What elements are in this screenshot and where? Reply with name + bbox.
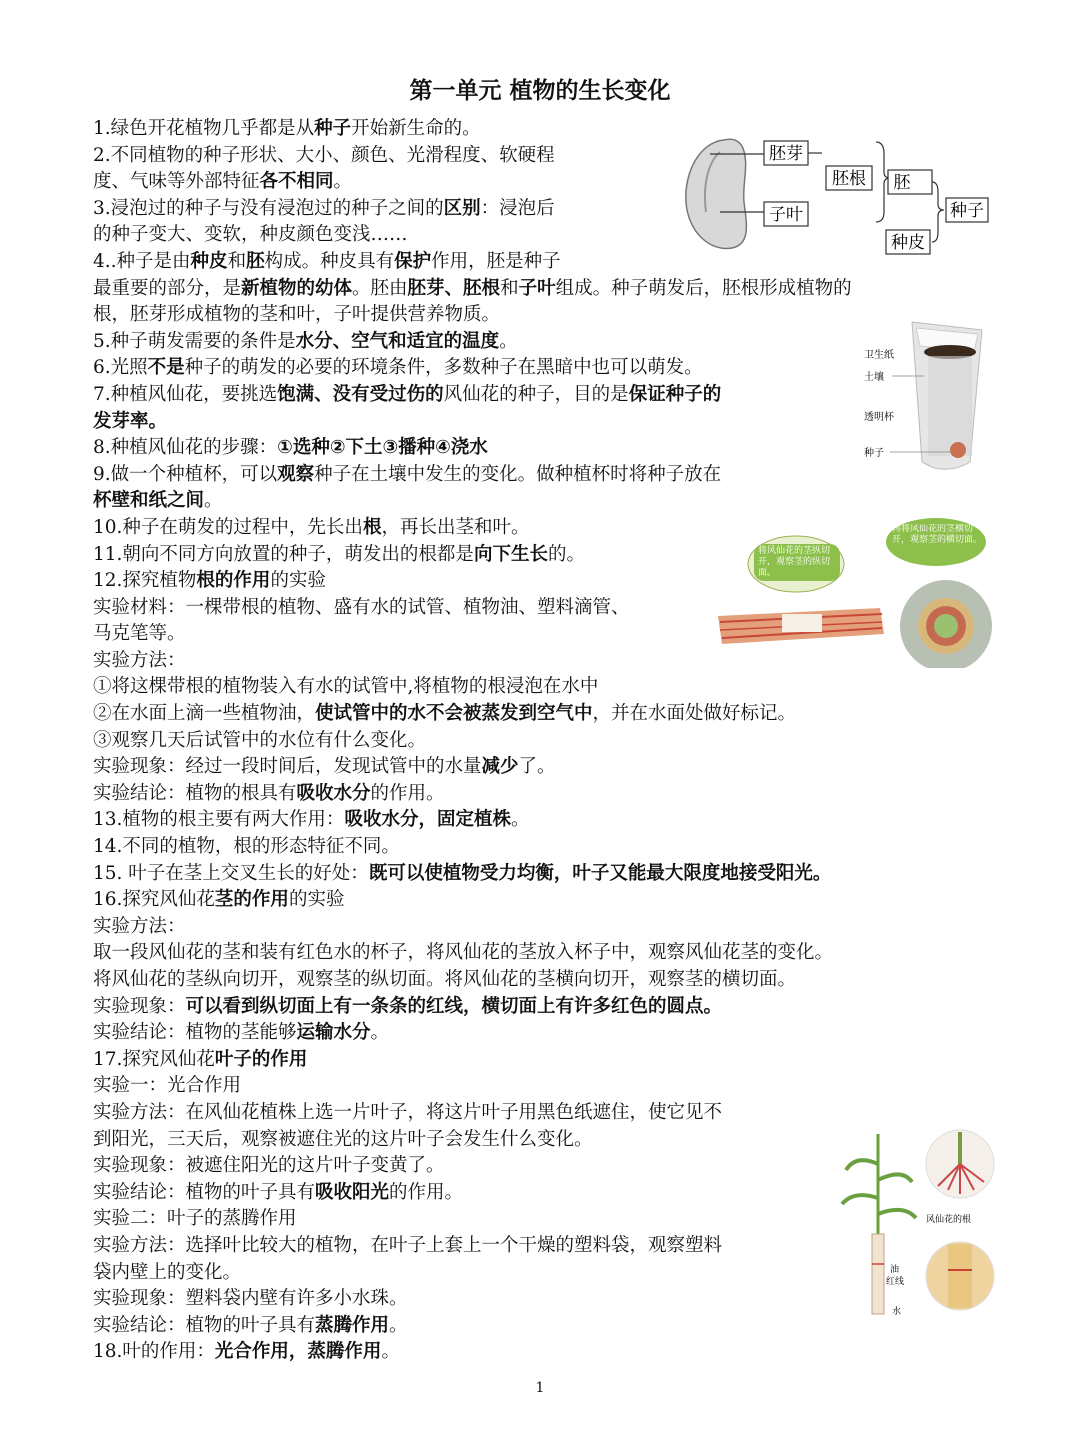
text-span: 的实验 bbox=[270, 570, 326, 592]
text-span: 15. 叶子在茎上交叉生长的好处： bbox=[93, 862, 369, 884]
text-span: 。 bbox=[333, 171, 353, 193]
text-span: 。胚由 bbox=[352, 277, 408, 299]
tube-closeup bbox=[926, 1242, 994, 1310]
bold-text: 发芽率。 bbox=[93, 410, 168, 432]
bold-text: 叶子的作用 bbox=[214, 1048, 308, 1070]
text-line bbox=[93, 781, 998, 808]
bold-text: 种子 bbox=[314, 118, 352, 139]
text-span: 实验结论：植物的叶子具有 bbox=[93, 1181, 316, 1203]
label-water: 水 bbox=[892, 1307, 902, 1317]
bold-text: 可以看到纵切面上有一条条的红线，横切面上有许多红色的圆点。 bbox=[185, 995, 723, 1017]
bold-text: 不是 bbox=[147, 357, 185, 379]
text-span: ③观察几天后试管中的水位有什么变化。 bbox=[93, 729, 427, 751]
planting-cup-figure bbox=[862, 312, 998, 478]
text-span: 的作用。 bbox=[370, 782, 445, 804]
text-span: 实验方法： bbox=[93, 915, 186, 937]
text-span: 最重要的部分，是 bbox=[93, 277, 242, 299]
bold-text: 既可以使植物受力均衡，叶子又能最大限度地接受阳光。 bbox=[368, 862, 832, 884]
text-span: ：浸泡后 bbox=[480, 197, 555, 219]
bold-text: 根的作用 bbox=[196, 570, 271, 592]
text-span: 的作用。 bbox=[389, 1181, 464, 1203]
text-span: 袋内壁上的变化。 bbox=[93, 1261, 242, 1283]
text-span: 1.绿色开花植物几乎都是从 bbox=[93, 118, 315, 139]
text-span: 实验方法：选择叶比较大的植物，在叶子上套上一个干燥的塑料袋，观察塑料 bbox=[93, 1234, 723, 1256]
label-paper: 卫生纸 bbox=[864, 350, 894, 361]
bold-text: 蒸腾作用 bbox=[315, 1314, 390, 1336]
bold-text: 吸收水分，固定植株 bbox=[344, 809, 511, 831]
bold-text: 保护 bbox=[394, 250, 432, 272]
bubble-cross: 再将风仙花的茎横切开，观察茎的横切面。 bbox=[892, 524, 982, 545]
text-span: 组成。种子萌发后，胚根形成植物的 bbox=[555, 277, 852, 299]
label-red-line: 红线 bbox=[886, 1277, 905, 1287]
text-span: 的种子变大、变软，种皮颜色变浅…… bbox=[93, 224, 408, 246]
text-span: 11.朝向不同方向放置的种子，萌发出的根都是 bbox=[93, 543, 474, 565]
text-span: 6.光照 bbox=[93, 357, 148, 379]
bold-text: 种皮 bbox=[190, 250, 228, 272]
text-line bbox=[93, 728, 998, 755]
text-span: 实验结论：植物的茎能够 bbox=[93, 1022, 297, 1044]
text-span: 。 bbox=[204, 490, 223, 512]
text-span: 将风仙花的茎纵向切开，观察茎的纵切面。将风仙花的茎横向切开，观察茎的横切面。 bbox=[93, 969, 797, 990]
text-span: 实验现象： bbox=[93, 995, 186, 1017]
bold-text: 各不相同 bbox=[259, 171, 334, 193]
text-span: 实验现象：被遮住阳光的这片叶子变黄了。 bbox=[93, 1155, 445, 1177]
text-span: 实验结论：植物的叶子具有 bbox=[93, 1314, 316, 1336]
text-span: 。 bbox=[510, 809, 530, 831]
text-span: 13.植物的根主要有两大作用： bbox=[93, 809, 345, 831]
label-cup: 透明杯 bbox=[864, 412, 894, 423]
text-line bbox=[93, 1339, 998, 1366]
bold-text: 子叶 bbox=[518, 277, 556, 299]
text-line bbox=[93, 887, 998, 914]
text-line bbox=[93, 994, 998, 1021]
text-span: 实验结论：植物的根具有 bbox=[93, 782, 297, 804]
text-line bbox=[93, 488, 998, 515]
text-line bbox=[93, 701, 998, 728]
text-span: 和 bbox=[227, 250, 247, 272]
text-line bbox=[93, 861, 998, 888]
text-span: 14.不同的植物，根的形态特征不同。 bbox=[93, 836, 400, 858]
text-span: 5.种子萌发需要的条件是 bbox=[93, 330, 296, 352]
bold-text: 使试管中的水不会被蒸发到空气中 bbox=[315, 703, 593, 725]
bold-text: 饱满、没有受过伤的 bbox=[277, 383, 444, 405]
text-span: 4..种子是由 bbox=[93, 250, 191, 272]
plant-illustration bbox=[842, 1134, 916, 1314]
text-span: 了。 bbox=[518, 756, 556, 778]
text-span: 根，胚芽形成植物的茎和叶，子叶提供营养物质。 bbox=[93, 304, 501, 326]
label-embryo-root: 胚根 bbox=[832, 169, 866, 189]
text-span: 实验现象：经过一段时间后，发现试管中的水量 bbox=[93, 756, 482, 778]
text-span: 8.种植风仙花的步骤： bbox=[93, 437, 278, 459]
text-span: 实验方法： bbox=[93, 649, 186, 671]
root-closeup bbox=[926, 1130, 994, 1198]
text-span: 。 bbox=[389, 1314, 408, 1336]
bold-text: 向下生长 bbox=[473, 543, 548, 565]
stem-cross-section bbox=[900, 580, 992, 668]
label-seed-cup: 种子 bbox=[864, 448, 884, 459]
text-span: 3.浸泡过的种子与没有浸泡过的种子之间的 bbox=[93, 197, 444, 219]
text-span: 取一段风仙花的茎和装有红色水的杯子，将风仙花的茎放入杯子中，观察风仙花茎的变化。 bbox=[93, 942, 834, 964]
text-span: 。 bbox=[499, 330, 518, 352]
bubble-longitudinal: 将风仙花的茎纵切开，观察茎的纵切面。 bbox=[754, 544, 840, 581]
label-embryo: 胚 bbox=[893, 173, 911, 193]
bold-text: 杯壁和纸之间 bbox=[93, 490, 205, 512]
text-line bbox=[93, 967, 998, 994]
text-span: 2.不同植物的种子形状、大小、颜色、光滑程度、软硬程 bbox=[93, 144, 555, 166]
text-span: 种子在土壤中发生的变化。做种植杯时将种子放在 bbox=[314, 463, 722, 485]
text-line bbox=[93, 754, 998, 781]
text-line bbox=[93, 807, 998, 834]
text-span: 实验方法：在风仙花植株上选一片叶子，将这片叶子用黑色纸遮住，使它见不 bbox=[93, 1101, 723, 1123]
text-span: 18.叶的作用： bbox=[93, 1341, 215, 1363]
bold-text: 观察 bbox=[277, 463, 315, 485]
bold-text: 光合作用，蒸腾作用 bbox=[214, 1341, 382, 1363]
bold-text: 根 bbox=[362, 516, 382, 538]
bold-text: 胚芽、胚根 bbox=[407, 277, 501, 299]
text-line bbox=[93, 276, 998, 303]
stem-section-figure bbox=[712, 518, 998, 668]
text-span: 实验现象：塑料袋内壁有许多小水珠。 bbox=[93, 1288, 408, 1310]
text-span: 作用，胚是种子 bbox=[431, 250, 561, 272]
bold-text: 茎的作用 bbox=[214, 889, 289, 911]
text-span: ②在水面上滴一些植物油， bbox=[93, 703, 316, 725]
caption-root: 风仙花的根 bbox=[926, 1215, 972, 1225]
text-span: 度、气味等外部特征 bbox=[93, 171, 260, 193]
label-soil: 土壤 bbox=[864, 372, 884, 383]
label-cotyledon: 子叶 bbox=[769, 205, 803, 225]
text-line bbox=[93, 674, 998, 701]
text-line bbox=[93, 1020, 998, 1047]
bold-text: 吸收阳光 bbox=[315, 1181, 390, 1203]
label-oil: 油 bbox=[890, 1265, 900, 1275]
text-span: 9.做一个种植杯，可以 bbox=[93, 463, 278, 485]
text-line bbox=[93, 914, 998, 941]
text-span: 构成。种皮具有 bbox=[264, 250, 395, 272]
seed-dot bbox=[950, 442, 966, 458]
text-span: 。 bbox=[381, 1341, 400, 1363]
label-seed-coat: 种皮 bbox=[891, 233, 925, 253]
root-experiment-figure bbox=[838, 1124, 998, 1324]
bold-text: 减少 bbox=[481, 756, 519, 778]
text-span: 7.种植风仙花，要挑选 bbox=[93, 383, 278, 405]
bold-text: 新植物的幼体 bbox=[241, 277, 353, 299]
text-span: 实验一：光合作用 bbox=[93, 1075, 242, 1097]
text-span: ①将这棵带根的植物装入有水的试管中,将植物的根浸泡在水中 bbox=[93, 676, 599, 698]
text-line bbox=[93, 1100, 998, 1127]
text-span: 风仙花的种子，目的是 bbox=[443, 383, 629, 405]
text-span: 的实验 bbox=[288, 889, 345, 911]
page-title: 第一单元 植物的生长变化 bbox=[409, 78, 671, 104]
text-span: 实验二：叶子的蒸腾作用 bbox=[93, 1208, 297, 1230]
bold-text: 运输水分 bbox=[296, 1022, 371, 1044]
bold-text: 区别 bbox=[443, 197, 481, 219]
bold-text: 吸收水分 bbox=[296, 782, 371, 804]
text-span: 16.探究风仙花 bbox=[93, 889, 215, 911]
text-line bbox=[93, 1073, 998, 1100]
text-span: 和 bbox=[500, 277, 519, 299]
label-embryo-bud: 胚芽 bbox=[769, 144, 803, 164]
text-span: 开始新生命的。 bbox=[351, 118, 481, 139]
text-span: ，再长出茎和叶。 bbox=[381, 516, 530, 538]
text-span: 到阳光，三天后，观察被遮住光的这片叶子会发生什么变化。 bbox=[93, 1128, 593, 1150]
stem-longitudinal-cut bbox=[718, 608, 884, 644]
text-span: 。 bbox=[370, 1022, 390, 1044]
text-span: 马克笔等。 bbox=[93, 623, 186, 645]
text-span: 的。 bbox=[547, 543, 585, 565]
text-span: 12.探究植物 bbox=[93, 570, 197, 592]
bold-text: ①选种②下土③播种④浇水 bbox=[277, 437, 488, 459]
text-span: ，并在水面处做好标记。 bbox=[592, 703, 797, 725]
bold-text: 水分、空气和适宜的温度 bbox=[295, 330, 500, 352]
text-span: 17.探究风仙花 bbox=[93, 1048, 215, 1070]
bold-text: 保证种子的 bbox=[628, 383, 722, 405]
seed-structure-diagram bbox=[680, 132, 990, 258]
text-span: 10.种子在萌发的过程中，先长出 bbox=[93, 516, 363, 538]
text-line bbox=[93, 940, 998, 967]
label-seed: 种子 bbox=[950, 201, 984, 221]
text-span: 实验材料：一棵带根的植物、盛有水的试管、植物油、塑料滴管、 bbox=[93, 596, 630, 618]
text-line bbox=[93, 834, 998, 861]
page-number: 1 bbox=[535, 1380, 545, 1396]
bold-text: 胚 bbox=[246, 250, 265, 272]
text-line bbox=[93, 1047, 998, 1074]
text-span: 种子的萌发的必要的环境条件，多数种子在黑暗中也可以萌发。 bbox=[184, 357, 703, 379]
